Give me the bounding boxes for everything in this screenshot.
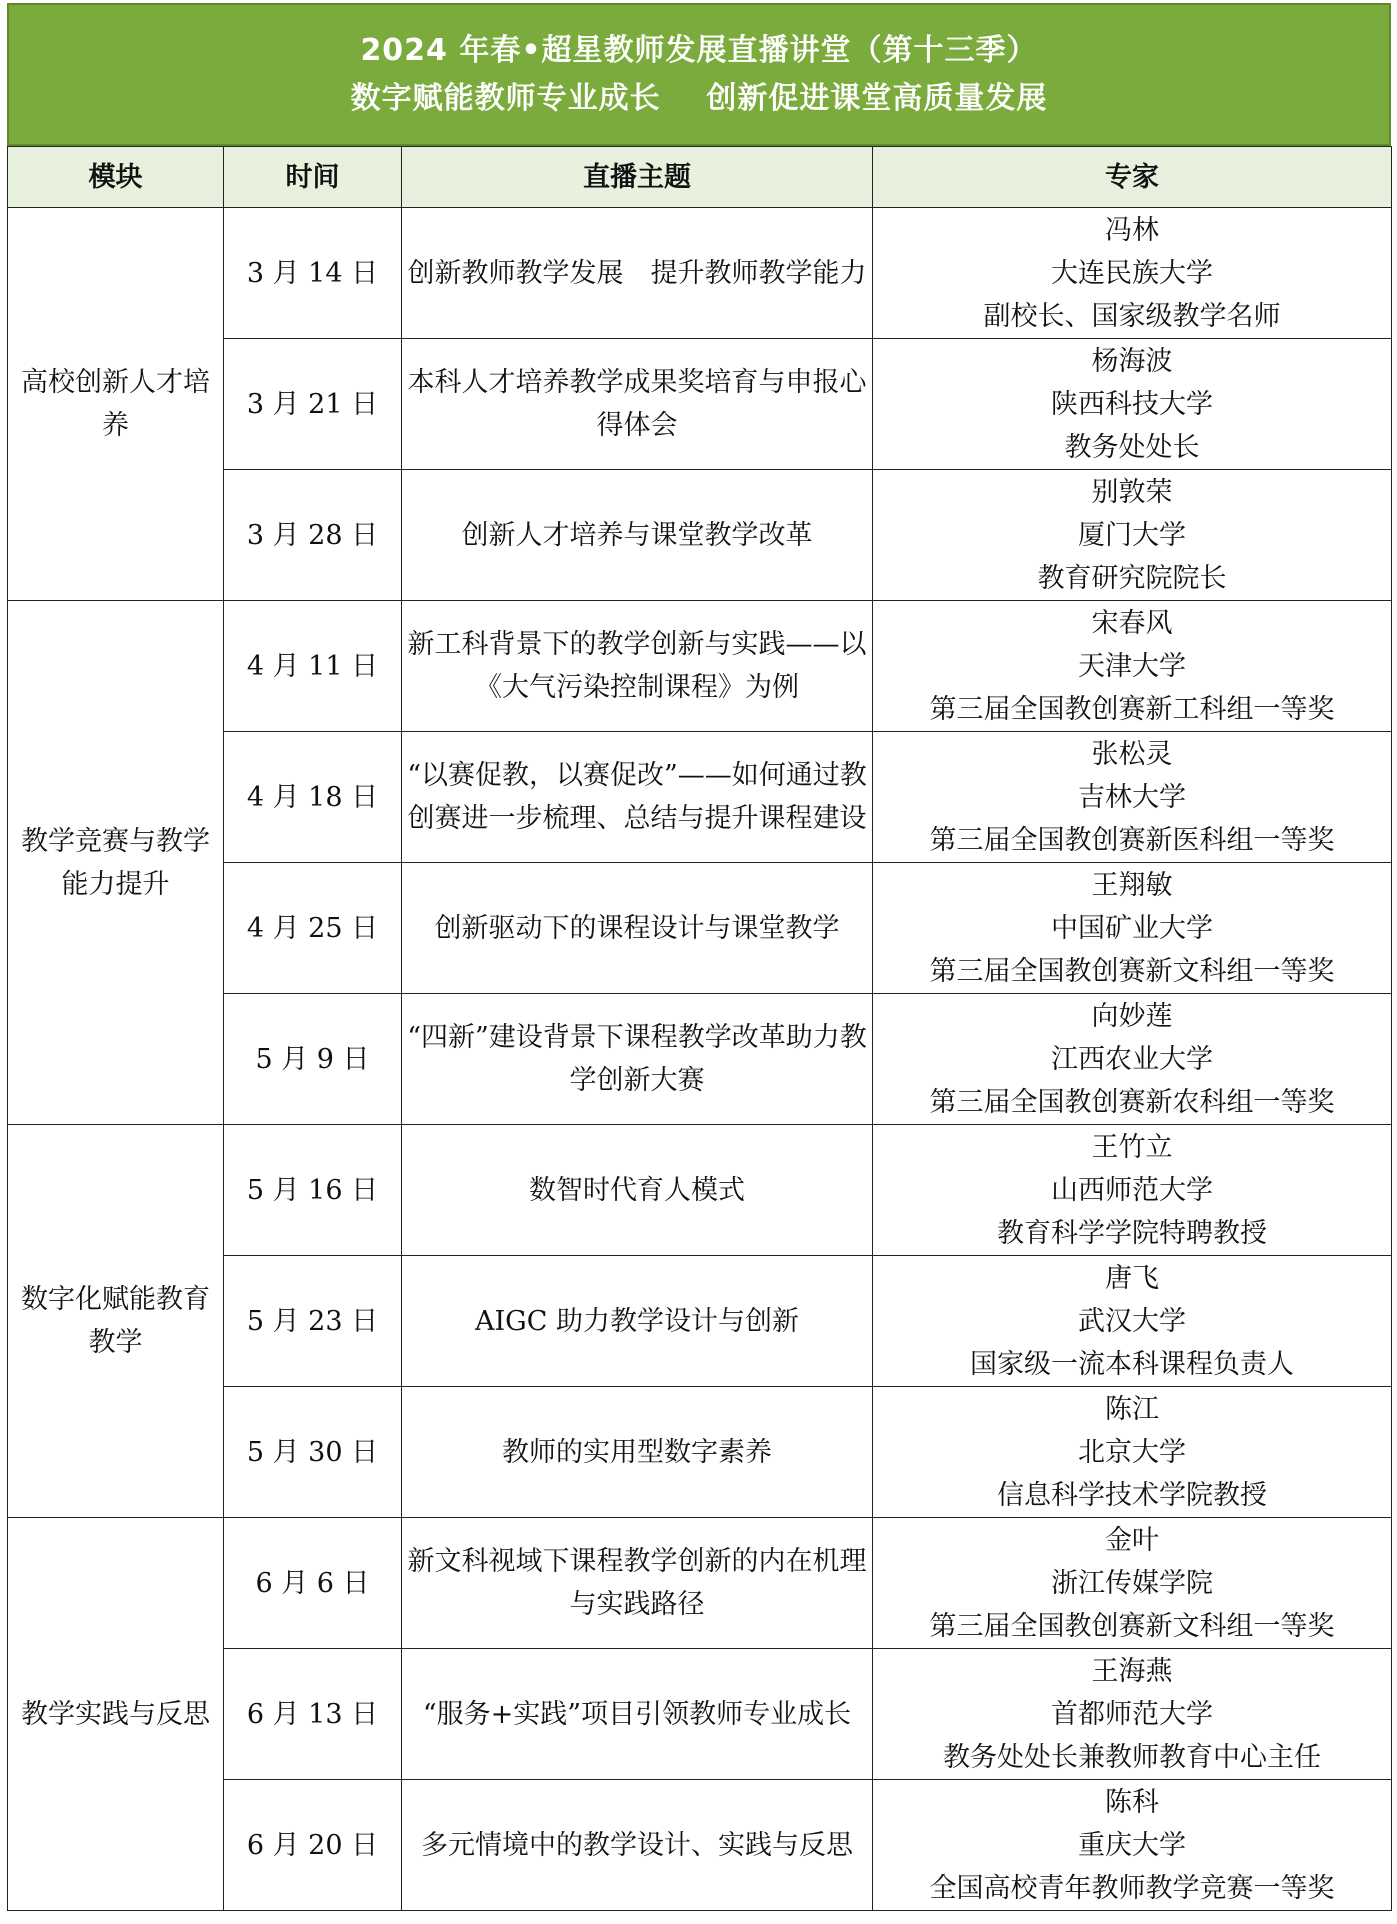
expert-name: 冯林 [1105,214,1159,246]
date-cell: 6 月 20 日 [224,1780,402,1911]
date-cell: 3 月 28 日 [224,470,402,601]
table-row [8,208,1392,339]
topic-cell: 创新教师教学发展 提升教师教学能力 [402,208,873,339]
expert-institution: 浙江传媒学院 [1051,1567,1213,1599]
topic-cell: “四新”建设背景下课程教学改革助力教学创新大赛 [402,994,873,1125]
topic-cell: “服务+实践”项目引领教师专业成长 [402,1649,873,1780]
banner-subtitle: 数字赋能教师专业成长 创新促进课堂高质量发展 [350,80,1048,116]
expert-institution: 北京大学 [1078,1436,1186,1468]
expert-title: 副校长、国家级教学名师 [983,300,1281,332]
topic-cell: 教师的实用型数字素养 [402,1387,873,1518]
module-cell: 高校创新人才培养 [8,208,224,601]
expert-cell [873,863,1392,994]
expert-name: 陈科 [1105,1786,1159,1818]
expert-title: 教育科学学院特聘教授 [997,1217,1267,1249]
expert-title: 教育研究院院长 [1037,562,1227,594]
date-cell: 5 月 9 日 [224,994,402,1125]
expert-name: 金叶 [1105,1524,1159,1556]
date-cell: 4 月 11 日 [224,601,402,732]
expert-institution: 陕西科技大学 [1051,388,1213,420]
expert-cell [873,994,1392,1125]
topic-cell: 新工科背景下的教学创新与实践——以《大气污染控制课程》为例 [402,601,873,732]
expert-name: 王海燕 [1091,1655,1173,1687]
expert-institution: 吉林大学 [1078,781,1186,813]
topic-cell: 多元情境中的教学设计、实践与反思 [402,1780,873,1911]
expert-institution: 中国矿业大学 [1051,912,1213,944]
expert-name: 宋春风 [1091,607,1173,639]
expert-cell [873,1780,1392,1911]
module-cell: 教学竞赛与教学能力提升 [8,601,224,1125]
banner-title: 2024 年春•超星教师发展直播讲堂（第十三季） [360,32,1038,68]
schedule-body [8,208,1392,1911]
expert-name: 张松灵 [1091,738,1173,770]
expert-name: 杨海波 [1091,345,1173,377]
expert-title: 全国高校青年教师教学竞赛一等奖 [929,1872,1335,1904]
expert-institution: 武汉大学 [1078,1305,1186,1337]
expert-cell [873,470,1392,601]
expert-title: 第三届全国教创赛新文科组一等奖 [929,1610,1335,1642]
expert-name: 别敦荣 [1091,476,1173,508]
module-cell: 数字化赋能教育教学 [8,1125,224,1518]
column-header-topic: 直播主题 [402,147,873,208]
expert-title: 信息科学技术学院教授 [997,1479,1267,1511]
expert-name: 唐飞 [1105,1262,1159,1294]
expert-cell [873,1256,1392,1387]
date-cell: 4 月 25 日 [224,863,402,994]
expert-name: 向妙莲 [1091,1000,1173,1032]
expert-cell [873,732,1392,863]
expert-cell [873,1125,1392,1256]
topic-cell: “以赛促教，以赛促改”——如何通过教创赛进一步梳理、总结与提升课程建设 [402,732,873,863]
expert-title: 第三届全国教创赛新工科组一等奖 [929,693,1335,725]
topic-cell: 新文科视域下课程教学创新的内在机理与实践路径 [402,1518,873,1649]
expert-title: 教务处处长 [1064,431,1200,463]
expert-cell [873,1518,1392,1649]
expert-institution: 天津大学 [1078,650,1186,682]
expert-cell [873,339,1392,470]
expert-title: 教务处处长兼教师教育中心主任 [943,1741,1321,1773]
expert-name: 王翔敏 [1091,869,1173,901]
topic-cell: 本科人才培养教学成果奖培育与申报心得体会 [402,339,873,470]
expert-cell [873,601,1392,732]
expert-cell [873,1387,1392,1518]
table-row [8,1125,1392,1256]
expert-cell [873,1649,1392,1780]
date-cell: 3 月 21 日 [224,339,402,470]
expert-title: 第三届全国教创赛新文科组一等奖 [929,955,1335,987]
topic-cell: 数智时代育人模式 [402,1125,873,1256]
schedule-table [7,146,1392,1911]
expert-title: 第三届全国教创赛新农科组一等奖 [929,1086,1335,1118]
title-banner [7,3,1391,146]
date-cell: 6 月 13 日 [224,1649,402,1780]
column-header-expert: 专家 [873,147,1392,208]
expert-institution: 厦门大学 [1078,519,1186,551]
date-cell: 3 月 14 日 [224,208,402,339]
expert-institution: 重庆大学 [1078,1829,1186,1861]
expert-institution: 江西农业大学 [1051,1043,1213,1075]
schedule-page [7,3,1391,1920]
date-cell: 5 月 16 日 [224,1125,402,1256]
expert-title: 第三届全国教创赛新医科组一等奖 [929,824,1335,856]
table-row [8,1518,1392,1649]
module-cell: 教学实践与反思 [8,1518,224,1911]
column-header-module: 模块 [8,147,224,208]
topic-cell: 创新驱动下的课程设计与课堂教学 [402,863,873,994]
date-cell: 6 月 6 日 [224,1518,402,1649]
date-cell: 5 月 23 日 [224,1256,402,1387]
column-header-time: 时间 [224,147,402,208]
expert-name: 陈江 [1105,1393,1159,1425]
expert-institution: 山西师范大学 [1051,1174,1213,1206]
date-cell: 4 月 18 日 [224,732,402,863]
table-header-row [8,147,1392,208]
expert-institution: 大连民族大学 [1051,257,1213,289]
topic-cell: AIGC 助力教学设计与创新 [402,1256,873,1387]
expert-name: 王竹立 [1091,1131,1173,1163]
expert-institution: 首都师范大学 [1051,1698,1213,1730]
date-cell: 5 月 30 日 [224,1387,402,1518]
expert-title: 国家级一流本科课程负责人 [970,1348,1294,1380]
table-row [8,601,1392,732]
topic-cell: 创新人才培养与课堂教学改革 [402,470,873,601]
expert-cell [873,208,1392,339]
